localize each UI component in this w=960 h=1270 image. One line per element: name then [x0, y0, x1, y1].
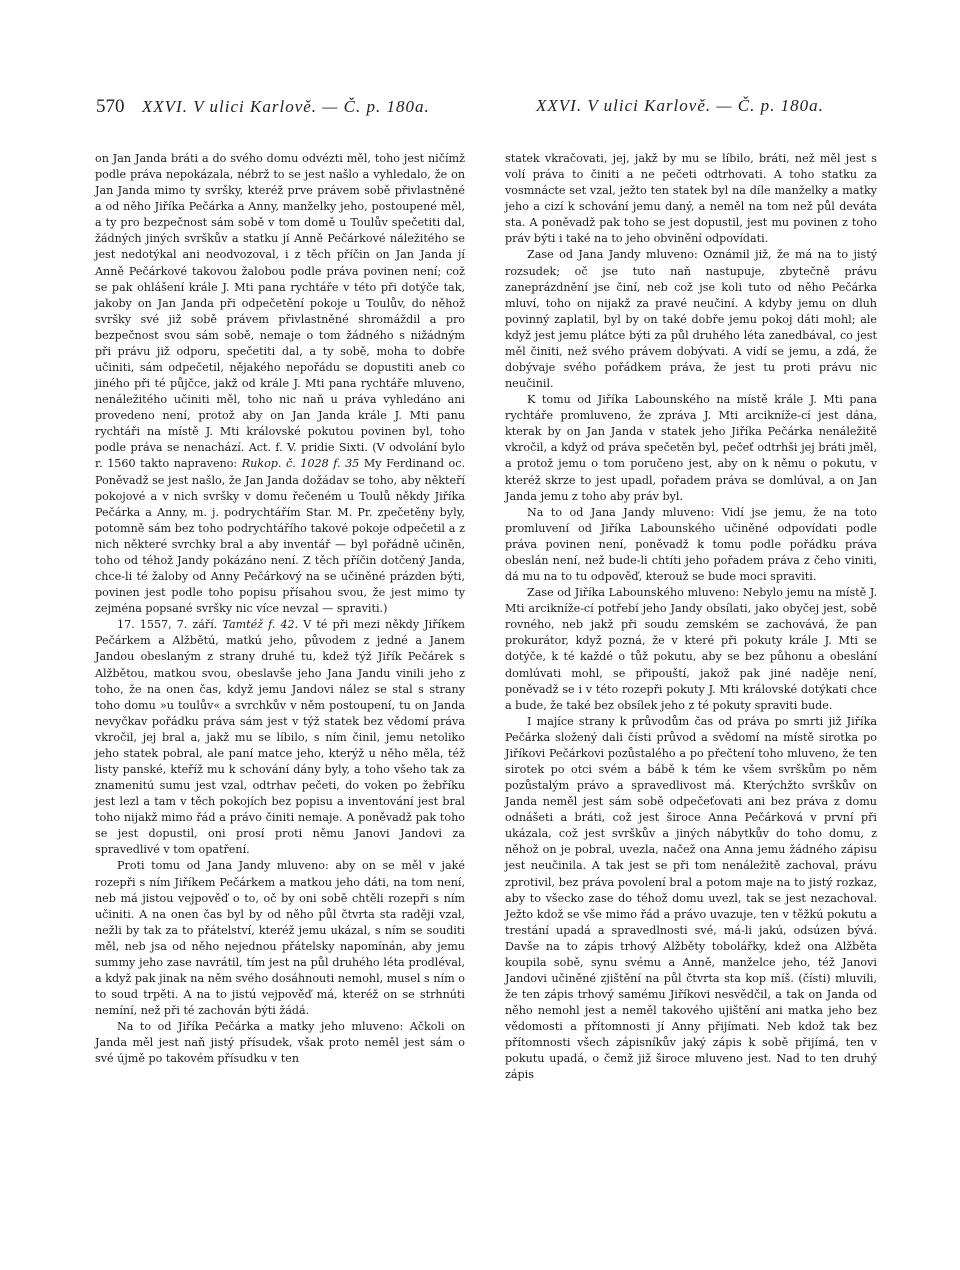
paragraph: Proti tomu od Jana Jandy mluveno: aby on se měl v jaké rozepři s ním Jiříkem Pečárkem a matkou jeho dáti, na tom není, neb má jistou vejpověď o to, oč by oni sobě chtěli rozepři s ním učiniti. A na onen čas byl by od něho půl čtvrta sta raději vzal, nežli by tak za to přátelství, kteréž jemu ukázal, s ním se souditi měl, neb jsa od něho nejednou přátelsky napomínán, aby jemu summy jeho zase navrátil, tím jest na půl druhého léta prodléval, a když pak jinak na něm svého dosáhnouti nemohl, musel s ním o to soud trpěti. A na to jistú vejpověď má, kteréž on se strhnúti nemíní, než při té zachován býti žádá. [95, 859, 465, 1018]
citation: Rukop. č. 1028 f. 35 [241, 457, 360, 471]
paragraph: Zase od Jana Jandy mluveno: Oznámil již, že má na to jistý rozsudek; oč jse tuto naň nastupuje, zbytečně právu zaneprázdnění jse činí, neb což jse koli tuto od něho Pečárka mluví, toho on nijakž za pravé neučiní. A kdyby jemu on dluh povinný zaplatil, byl by on také dobře jemu pokoj dáti mohl; ale když jest jemu plátce býti za půl druhého léta zanedbával, co jest měl činiti, než svého právem dobývati. A vidí se jemu, a zdá, že dobývaje svého pořádkem práva, že jest tu proti právu nic neučinil. [505, 248, 877, 391]
citation: Tamtéž f. 42. [222, 618, 299, 632]
right-header-title: XXVI. V ulici Karlově. — Č. p. 180a. [536, 96, 824, 115]
paragraph: Zase od Jiříka Labounského mluveno: Nebylo jemu na místě J. Mti arcikníže-cí potřebí jeho Jandy obsílati, jako obyčej jest, sobě rovného, neb jakž při soudu zemském se zachovává, že pan prokurátor, když pozná, že v které při pokuty krále J. Mti se dotýče, k té každé o tůž pokutu, aby se bez půhonu a obeslání domlúvati mohl, se připouští, jakož pak jiné naděje není, poněvadž se i v této rozepři pokuty J. Mti královské dotýkati chce a bude, že také bez obsílek jeho z té pokuty spraviti bude. [505, 586, 877, 712]
right-running-header [536, 96, 824, 116]
left-running-header [96, 96, 430, 118]
paragraph: statek vkračovati, jej, jakž by mu se líbilo, bráti, než měl jest s volí práva to činiti a ne pečeti odtrhovati. A toho statku za vosmnácte set vzal, ježto ten statek byl na díle manželky a matky jeho a cizí k schování jemu daný, a neměl na tom než půl deváta sta. A poněvadž pak toho se jest dopustil, jest mu povinen z toho práv býti i také na to jeho obvinění odpovídati. [505, 152, 877, 246]
paragraph: 17. 1557, 7. září. Tamtéž f. 42. V té při mezi někdy Jiříkem Pečárkem a Alžbětú, matkú jeho, původem z jedné a Janem Jandou obeslaným z strany druhé tu, kdež týž Jiřík Pečárek s Alžbětou, matkou svou, obeslavše jeho Jana Jandu vinili jeho z toho, že na onen čas, když jemu Jandovi nález se stal s strany toho domu »u toulův« a svrchkův v něm postoupení, tu on Janda nevyčkav pořádku práva sám jest v týž statek bez vědomí práva vkročil, jej bral a, jakž mu se líbilo, s ním činil, jemu netoliko jeho statek pobral, ale paní matce jeho, kterýž u něho měla, též listy panské, kteříž mu k schování dány byly, a toho všeho tak za znamenitú sumu jest vzal, odtrhav pečeti, do voken po žebříku jest lezl a tam v těch pokojích bez popisu a inventování jest bral toho nijakž mimo řád a právo činiti nemaje. A poněvadž pak toho se jest dopustil, oni prosí proti němu Janovi Jandovi za spravedlivé v tom opatření. [95, 618, 465, 857]
paragraph: I majíce strany k průvodům čas od práva po smrti již Jiříka Pečárka složený dali čísti průvod a svědomí na místě sirotka po Jiříkovi Pečárkovi pozůstalého a po přečtení toho mluveno, že ten sirotek po otci svém a bábě k tém ke všem svrškům po něm pozůstalým právo a spravedlivost má. Kterýchžto svrškův on Janda neměl jest sám sobě odpečeťovati ani bez práva z domu odnášeti a bráti, což jest široce Anna Pečárková v první při ukázala, což jest svrškův a jiných nábytkův do toho domu, z něhož on je pobral, uvezla, načež ona Anna jemu žádného zápisu jest neučinila. A tak jest se při tom nenáležitě zachoval, právu zprotivil, bez práva povolení bral a potom maje na to jistý rozkaz, aby to všecko zase do téhož domu uvezl, tak se jest nezachoval. Ježto kdož se vše mimo řád a právo uvazuje, ten v těžkú pokutu a trestání upadá a spravedlnosti své, má-li jakú, odsúzen bývá. Davše na to zápis trhový Alžběty tobolářky, kdež ona Alžběta koupila sobě, synu svému a Anně, manželce jeho, též Janovi Jandovi učiněné zjištění na půl čtvrta sta kop míš. (čísti) mluvili, že ten zápis trhový samému Jiříkovi nesvědčil, a tak on Janda od něho nemohl jest a neměl takového ujištění ani matka jeho bez vědomosti a přítomnosti jí Anny přijímati. Neb kdož tak bez přítomnosti všech zápisníkův jaký zápis k sobě přijímá, ten v pokutu upadá, o čemž již široce mluveno jest. Nad to ten druhý zápis [505, 714, 877, 1082]
paragraph: on Jan Janda bráti a do svého domu odvézti měl, toho jest ničímž podle práva nepokázala, nébrž to se jest našlo a vyhledalo, že on Jan Janda mimo ty svršky, kteréž prve právem sobě přivlastněné a od něho Jiříka Pečárka a Anny, manželky jeho, postoupené měl, a ty pro bezpečnost sám sobě v tom domě u Toulův spečetiti dal, žádných jiných svrškův a statku jí Anně Pečárkové náležitého se jest nedotýkal ani neodvozoval, i z těch příčin on Jan Janda jí Anně Pečárkové takovou žalobou podle práva povinen není; což se pak ohlášení krále J. Mti pana rychtáře v této při dotýče tak, jakoby on Jan Janda při odpečetění pokoje u Toulův, do něhož svršky své již sobě právem přivlastněné shromáždil a pro bezpečnost svou sám sobě, nemaje o tom žádného s nižádným při právu již odporu, spečetiti dal, a ty sobě, moha to dobře učiniti, sám odpečetil, nějakého nepořádu se dopustiti aneb co jiného při té půjčce, jakž od krále J. Mti pana rychtáře mluveno, nenáležitého učiniti měl, toho nic naň u práva vyhledáno ani provedeno není, protož aby on Jan Janda krále J. Mti panu rychtáři na místě J. Mti královské pokutou povinen byl, toho podle práva se nenachází. Act. f. V. pridie Sixti. (V odvolání bylo r. 1560 takto napraveno: Rukop. č. 1028 f. 35 My Ferdinand oc. Poněvadž se jest našlo, že Jan Janda dožádav se toho, aby někteří pokojové a v nich svršky v domu řečeném u Toulů někdy Jiříka Pečárka a Anny, m. j. podrychtářím Star. M. Pr. zpečetěny byly, potomně sám bez toho podrychtářího takové pokoje odpečetil a z nich některé svrchky bral a aby inventář — byl pořádně učiněn, toho od téhož Jandy pokázáno není. Z těch příčin dotčený Janda, chce-li té žaloby od Anny Pečárkový na se učiněné prázden býti, povinen jest podle toho popisu přísahou svou, že jest mimo ty zejména popsané svršky nic více nevzal — spraviti.) [95, 152, 466, 616]
paragraph: K tomu od Jiříka Labounského na místě krále J. Mti pana rychtáře promluveno, že zpráva J. Mti arcikníže-cí jest dána, kterak by on Jan Janda v statek jeho Jiříka Pečárka nenáležitě vkročil, a když od práva spečetěn byl, pečeť odtrhši jej bráti jměl, a protož jemu o tom poručeno jest, aby on k němu o pokutu, v kteréž skrze to jest upadl, pořadem práva se domlúval, a on Jan Janda jemu z toho aby práv byl. [505, 393, 877, 503]
right-text-column [505, 151, 877, 1084]
page-number: 570 [96, 96, 125, 117]
left-header-title: XXVI. V ulici Karlově. — Č. p. 180a. [141, 97, 430, 116]
paragraph: Na to od Jana Jandy mluveno: Vidí jse jemu, že na toto promluvení od Jiříka Labounského učiněné odpovídati podle práva povinen není, poněvadž k tomu podle pořádku práva obeslán není, než bude-li chtíti jeho pořadem práva z čeho viniti, dá mu na to tu odpověď, kterouž se bude moci spraviti. [505, 505, 877, 584]
paragraph: Na to od Jiříka Pečárka a matky jeho mluveno: Ačkoli on Janda měl jest naň jistý přísudek, však proto neměl jest sám o své újmě po takovém přísudku v ten [95, 1020, 465, 1066]
left-text-column [95, 151, 465, 1067]
